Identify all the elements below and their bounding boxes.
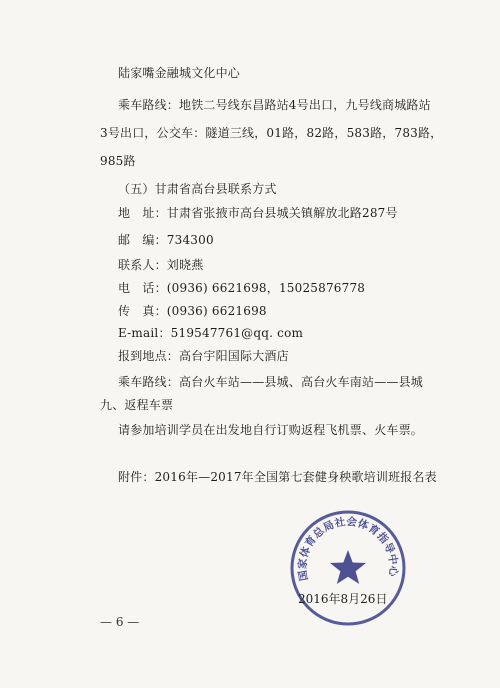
page-number: — 6 — (100, 615, 140, 629)
registration-location-line: 报到地点：高台宇阳国际大酒店 (118, 349, 289, 363)
transport-route-line-2: 3号出口，公交车：隧道三线，01路，82路，583路，783路， (100, 126, 443, 140)
route-gaotai-line: 乘车路线：高台火车站——县城、高台火车南站——县城 (118, 375, 424, 389)
email-line: E-mail：519547761@qq. com (118, 326, 304, 340)
section-heading-return-tickets: 九、返程车票 (100, 398, 174, 412)
address-line: 地 址：甘肃省张掖市高台县城关镇解放北路287号 (118, 206, 398, 220)
fax-line: 传 真：(0936) 6621698 (118, 304, 267, 318)
transport-route-line-3: 985路 (100, 154, 136, 168)
attachment-line: 附件：2016年—2017年全国第七套健身秧歌培训班报名表 (118, 470, 437, 484)
seal-text: 国家体育总局社会体育指导中心 (296, 515, 400, 582)
transport-route-line-1: 乘车路线：地铁二号线东昌路站4号出口，九号线商城路站 (118, 98, 431, 112)
contact-person-line: 联系人：刘晓燕 (118, 258, 204, 272)
seal-star-icon (330, 550, 366, 584)
phone-line: 电 话：(0936) 6621698，15025876778 (118, 281, 366, 295)
section-heading-gansu: （五）甘肃省高台县联系方式 (118, 182, 277, 196)
postcode-line: 邮 编：734300 (118, 233, 214, 247)
return-ticket-note: 请参加培训学员在出发地自行订购返程飞机票、火车票。 (118, 423, 424, 437)
venue-name: 陆家嘴金融城文化中心 (118, 66, 241, 80)
document-date: 2016年8月26日 (298, 592, 388, 606)
official-seal (288, 508, 408, 628)
